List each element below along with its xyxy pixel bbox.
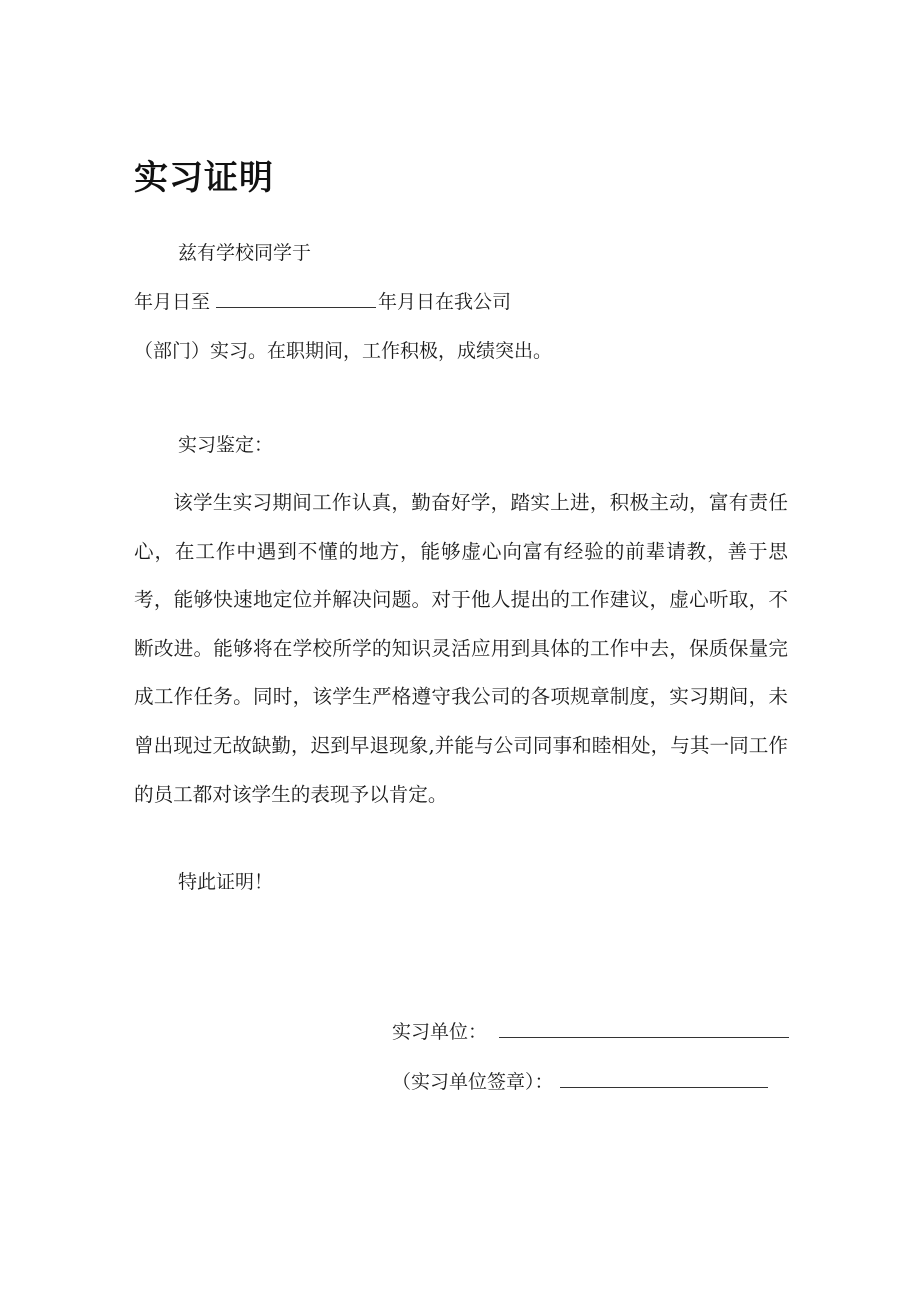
intro-line-3: （部门）实习。在职期间，工作积极，成绩突出。 xyxy=(134,340,553,362)
seal-blank xyxy=(560,1069,768,1088)
appraisal-paragraph: 该学生实习期间工作认真，勤奋好学，踏实上进，积极主动，富有责任心，在工作中遇到不懂的地方，能够虚心向富有经验的前辈请教，善于思考，能够快速地定位并解决问题。对于他人提出的工作建议，虚心听取，不断改进。能够将在学校所学的知识灵活应用到具体的工作中去，保质保量完成工作任务。同时，该学生严格遵守我公司的各项规章制度，实习期间，未曾出现过无故缺勤，迟到早退现象,并能与公司同事和睦相处，与其一同工作的员工都对该学生的表现予以肯定。 xyxy=(134,491,788,806)
page-title: 实习证明 xyxy=(134,158,274,198)
unit-blank xyxy=(499,1019,789,1038)
signature-unit-row xyxy=(392,1019,789,1044)
signature-seal-row xyxy=(392,1069,768,1094)
intro-line-2 xyxy=(134,289,511,314)
date-from-label: 年月日至 xyxy=(134,291,211,313)
date-blank xyxy=(216,289,376,308)
closing-text: 特此证明！ xyxy=(178,871,274,893)
unit-label: 实习单位： xyxy=(392,1021,488,1043)
date-to-label: 年月日在我公司 xyxy=(378,291,512,313)
intro-line-1: 兹有学校同学于 xyxy=(178,242,312,264)
seal-label: （实习单位签章）： xyxy=(392,1071,554,1093)
appraisal-heading: 实习鉴定： xyxy=(178,434,274,456)
